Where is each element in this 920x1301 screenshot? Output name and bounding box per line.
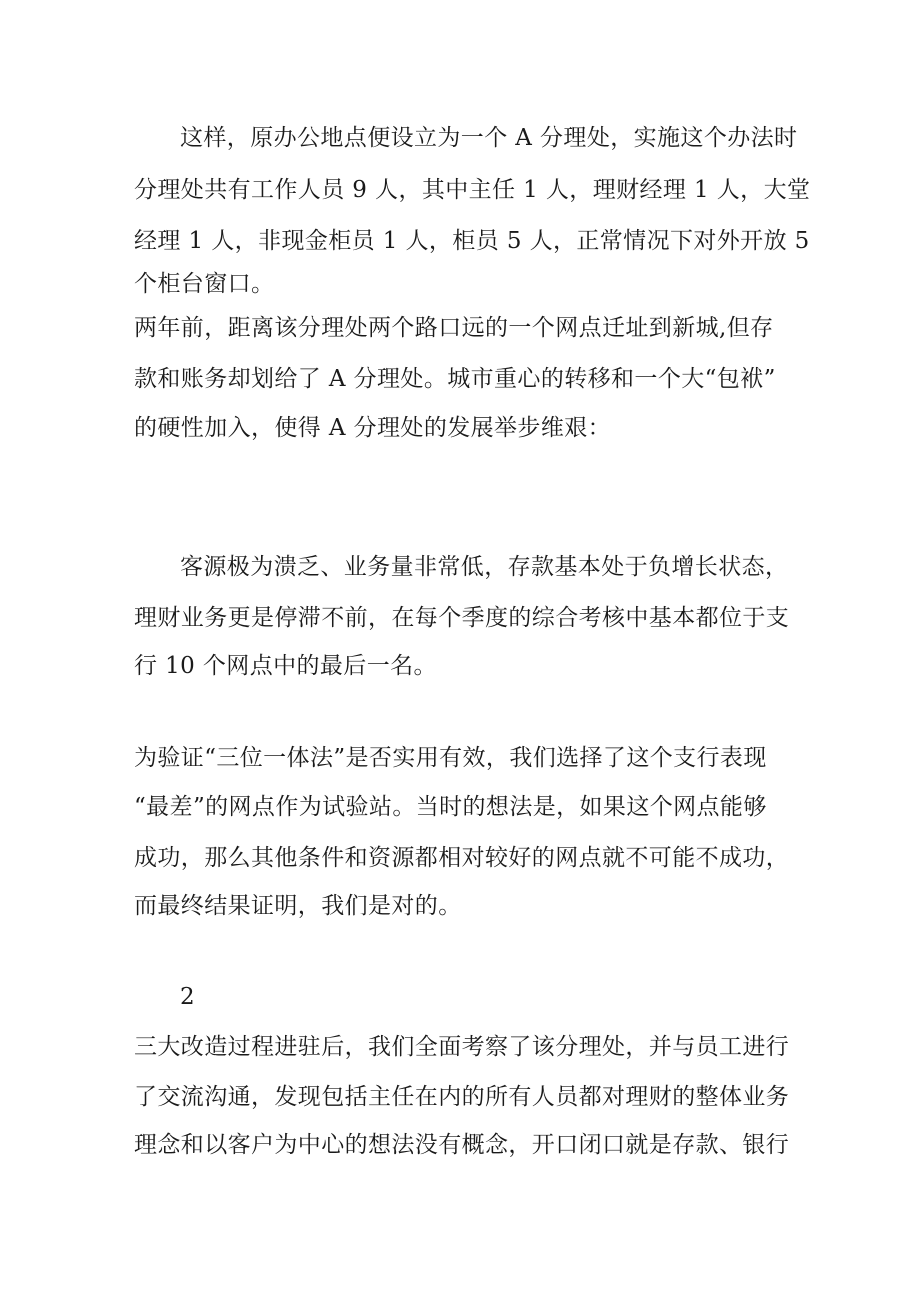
text-line: 理财业务更是停滞不前，在每个季度的综合考核中基本都位于支 [134, 605, 790, 631]
text-line: 分理处共有工作人员 9 人，其中主任 1 人，理财经理 1 人，大堂 [134, 177, 811, 203]
text-line: 经理 1 人，非现金柜员 1 人，柜员 5 人，正常情况下对外开放 5 [134, 228, 810, 254]
text-line: 款和账务却划给了 A 分理处。城市重心的转移和一个大“包袱” [134, 366, 776, 392]
text-line: 而最终结果证明，我们是对的。 [134, 893, 462, 919]
text-line: 三大改造过程进驻后，我们全面考察了该分理处，并与员工进行 [134, 1034, 790, 1060]
text-line: 了交流沟通，发现包括主任在内的所有人员都对理财的整体业务 [134, 1084, 790, 1110]
text-line: 理念和以客户为中心的想法没有概念，开口闭口就是存款、银行 [134, 1132, 790, 1158]
text-line: 为验证“三位一体法”是否实用有效，我们选择了这个支行表现 [134, 745, 767, 771]
text-line: 行 10 个网点中的最后一名。 [134, 653, 437, 679]
section-number: 2 [180, 984, 196, 1010]
text-line: 客源极为溃乏、业务量非常低，存款基本处于负增长状态， [180, 554, 789, 580]
text-line: 的硬性加入，使得 A 分理处的发展举步维艰： [134, 415, 612, 441]
text-line: 这样，原办公地点便设立为一个 A 分理处，实施这个办法时 [180, 125, 798, 151]
text-line: 两年前，距离该分理处两个路口远的一个网点迁址到新城,但存 [134, 315, 774, 341]
text-line: 成功，那么其他条件和资源都相对较好的网点就不可能不成功， [134, 845, 790, 871]
text-line: “最差”的网点作为试验站。当时的想法是，如果这个网点能够 [134, 794, 767, 820]
text-line: 个柜台窗口。 [134, 271, 275, 297]
